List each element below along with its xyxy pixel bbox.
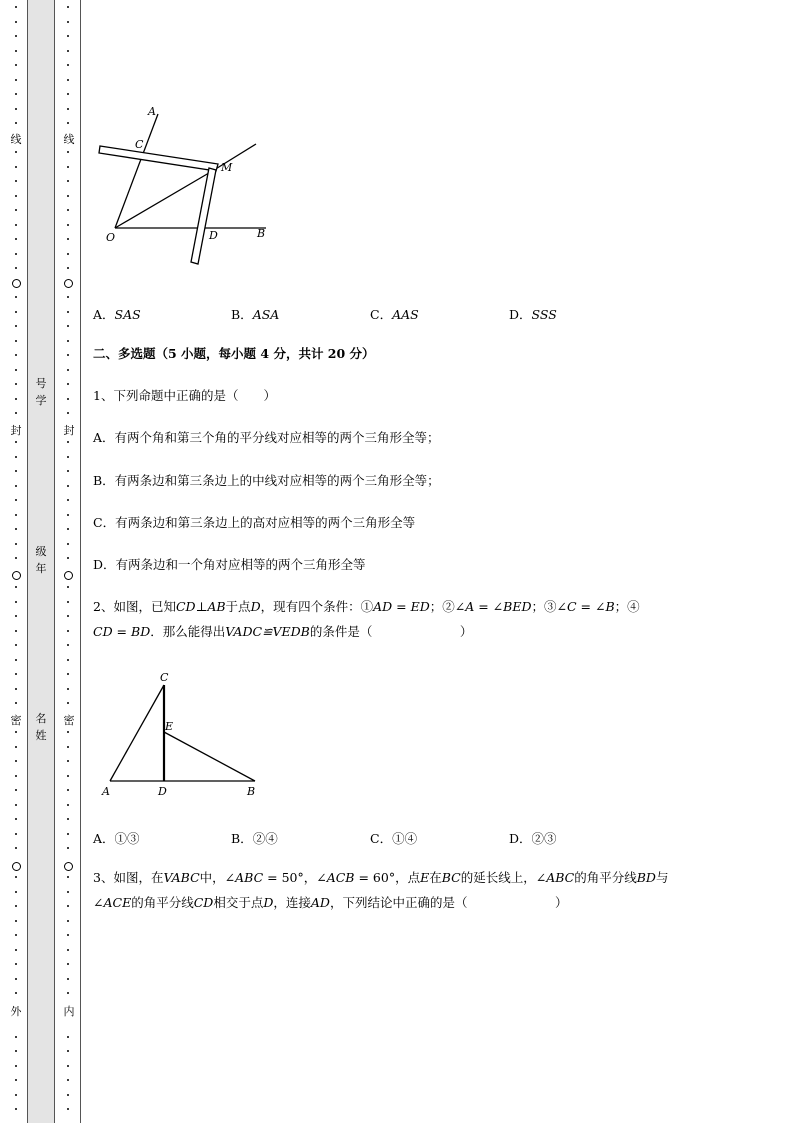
binding-dot [67, 601, 69, 603]
binding-dot [15, 311, 17, 313]
dotted-line-inner [64, 0, 74, 1123]
binding-dot [67, 644, 69, 646]
binding-dot [15, 122, 17, 124]
binding-dot [15, 557, 17, 559]
q1-option-d: D．有两条边和一个角对应相等的两个三角形全等 [93, 557, 366, 572]
binding-dot [67, 166, 69, 168]
binding-dot [67, 920, 69, 922]
binding-dot [67, 470, 69, 472]
binding-dot [15, 108, 17, 110]
binding-dot [67, 93, 69, 95]
binding-dot [67, 833, 69, 835]
binding-dot [67, 122, 69, 124]
q3-line-1: 3、如图，在VABC中，∠ABC = 50°，∠ACB = 60°，点E在BC的延长线上，∠ABC的角平分线BD与 [93, 870, 669, 885]
binding-inner-line [80, 0, 81, 1123]
binding-dot [67, 64, 69, 66]
binding-dot [15, 166, 17, 168]
binding-dot [15, 905, 17, 907]
section-heading: 二、多选题（5 小题，每小题 4 分，共计 20 分） [93, 346, 375, 361]
binding-dot [67, 253, 69, 255]
q1-option-a: A．有两个角和第三个角的平分线对应相等的两个三角形全等； [93, 430, 440, 445]
binding-dot [15, 543, 17, 545]
binding-dot [67, 659, 69, 661]
binding-dot [67, 340, 69, 342]
margin-outer-label-4: 外 [10, 1005, 22, 1018]
figure-angle-bisector [90, 100, 280, 270]
figure-triangles-q2 [98, 668, 268, 803]
prev-option-c: C．AAS [370, 307, 419, 322]
prev-option-d: D．SSS [509, 307, 557, 322]
binding-dot [67, 847, 69, 849]
binding-dot [15, 1036, 17, 1038]
binding-dot [15, 659, 17, 661]
binding-dot [67, 1108, 69, 1110]
binding-circle [12, 279, 21, 288]
binding-dot [15, 325, 17, 327]
q3-line-2: ∠ACE的角平分线CD相交于点D，连接AD，下列结论中正确的是（ ） [93, 895, 568, 910]
binding-dot [67, 311, 69, 313]
binding-dot [15, 644, 17, 646]
binding-dot [15, 485, 17, 487]
binding-dot [67, 891, 69, 893]
binding-circle [12, 862, 21, 871]
binding-dot [15, 383, 17, 385]
binding-dot [67, 1094, 69, 1096]
field-label-name: 名 姓 [35, 712, 47, 742]
binding-dot [15, 1050, 17, 1052]
binding-dot [67, 369, 69, 371]
binding-dot [67, 499, 69, 501]
binding-dot [15, 992, 17, 994]
q2-line-2: CD = BD．那么能得出VADC≌VEDB的条件是（ ） [93, 624, 473, 639]
binding-dot [67, 35, 69, 37]
binding-dot [67, 963, 69, 965]
binding-dot [15, 441, 17, 443]
binding-dot [67, 1079, 69, 1081]
binding-dot [15, 731, 17, 733]
binding-dot [67, 702, 69, 704]
binding-dot [15, 760, 17, 762]
binding-dot [67, 6, 69, 8]
fig1-label-c: C [135, 138, 144, 151]
binding-dot [15, 354, 17, 356]
binding-dot [15, 180, 17, 182]
q2-option-c: C．①④ [370, 831, 418, 846]
margin-outer-label-1: 线 [10, 133, 22, 146]
margin-inner-label-3: 密 [63, 714, 75, 727]
binding-dot [67, 514, 69, 516]
binding-dot [67, 412, 69, 414]
binding-dot [15, 514, 17, 516]
binding-dot [67, 195, 69, 197]
binding-dot [67, 557, 69, 559]
binding-dot [67, 746, 69, 748]
binding-dot [67, 586, 69, 588]
binding-dot [15, 891, 17, 893]
binding-dot [15, 499, 17, 501]
binding-dot [15, 775, 17, 777]
fig1-label-a: A [148, 105, 156, 118]
binding-dot [15, 1094, 17, 1096]
fig1-label-d: D [209, 229, 218, 242]
binding-dot [67, 876, 69, 878]
margin-inner-label-2: 封 [63, 424, 75, 437]
binding-dot [15, 746, 17, 748]
binding-dot [15, 398, 17, 400]
binding-dot [67, 1065, 69, 1067]
binding-dot [67, 441, 69, 443]
binding-circle [64, 862, 73, 871]
binding-dot [15, 1079, 17, 1081]
binding-dot [15, 340, 17, 342]
binding-dot [67, 1050, 69, 1052]
binding-dot [15, 688, 17, 690]
binding-dot [67, 905, 69, 907]
binding-dot [15, 702, 17, 704]
binding-dot [67, 108, 69, 110]
field-label-student-id: 号 学 [35, 377, 47, 407]
binding-dot [67, 485, 69, 487]
binding-dot [67, 209, 69, 211]
binding-dot [67, 151, 69, 153]
fig2-label-e: E [165, 720, 174, 733]
binding-dot [15, 369, 17, 371]
binding-dot [15, 586, 17, 588]
margin-inner-label-4: 内 [63, 1005, 75, 1018]
binding-circle [12, 571, 21, 580]
binding-dot [67, 398, 69, 400]
margin-outer-label-3: 密 [10, 714, 22, 727]
binding-dot [15, 93, 17, 95]
binding-dot [67, 673, 69, 675]
prev-option-a: A．SAS [93, 307, 141, 322]
binding-dot [67, 731, 69, 733]
binding-dot [67, 456, 69, 458]
binding-dot [67, 789, 69, 791]
dotted-line-outer [12, 0, 22, 1123]
binding-dot [67, 543, 69, 545]
binding-dot [15, 601, 17, 603]
binding-dot [15, 528, 17, 530]
binding-dot [15, 789, 17, 791]
binding-dot [67, 630, 69, 632]
binding-dot [67, 383, 69, 385]
fig2-label-a: A [102, 785, 110, 798]
binding-dot [67, 615, 69, 617]
binding-dot [15, 615, 17, 617]
binding-dot [67, 934, 69, 936]
binding-dot [15, 238, 17, 240]
binding-dot [15, 50, 17, 52]
binding-dot [15, 978, 17, 980]
binding-dot [15, 6, 17, 8]
binding-dot [67, 804, 69, 806]
binding-dot [15, 673, 17, 675]
binding-dot [67, 1036, 69, 1038]
binding-dot [15, 920, 17, 922]
binding-dot [15, 949, 17, 951]
binding-dot [15, 963, 17, 965]
binding-dot [15, 21, 17, 23]
binding-dot [67, 818, 69, 820]
binding-dot [15, 1108, 17, 1110]
binding-dot [15, 209, 17, 211]
binding-dot [15, 818, 17, 820]
binding-dot [67, 688, 69, 690]
binding-dot [67, 949, 69, 951]
binding-dot [67, 267, 69, 269]
binding-dot [15, 847, 17, 849]
binding-dot [67, 224, 69, 226]
field-label-grade: 级 年 [35, 545, 47, 575]
binding-dot [15, 79, 17, 81]
binding-dot [67, 325, 69, 327]
binding-dot [15, 630, 17, 632]
binding-dot [67, 296, 69, 298]
fig1-label-o: O [106, 231, 116, 244]
q2-option-b: B．②④ [231, 831, 278, 846]
binding-circle [64, 279, 73, 288]
binding-dot [15, 296, 17, 298]
binding-dot [15, 195, 17, 197]
q2-line-1: 2、如图，已知CD⊥AB于点D，现有四个条件：①AD = ED；②∠A = ∠BED；③∠C = ∠B；④ [93, 599, 640, 614]
binding-dot [15, 151, 17, 153]
fig2-label-d: D [158, 785, 167, 798]
fig2-label-c: C [160, 671, 169, 684]
binding-dot [15, 804, 17, 806]
binding-dot [15, 35, 17, 37]
q2-option-d: D．②③ [509, 831, 557, 846]
q1-option-b: B．有两条边和第三条边上的中线对应相等的两个三角形全等； [93, 473, 440, 488]
binding-dot [15, 412, 17, 414]
binding-dot [15, 833, 17, 835]
binding-dot [67, 978, 69, 980]
binding-dot [67, 528, 69, 530]
margin-inner-label-1: 线 [63, 133, 75, 146]
binding-dot [15, 456, 17, 458]
binding-dot [67, 180, 69, 182]
binding-dot [15, 267, 17, 269]
binding-dot [15, 1065, 17, 1067]
prev-option-b: B．ASA [231, 307, 280, 322]
binding-dot [15, 224, 17, 226]
binding-circle [64, 571, 73, 580]
binding-dot [67, 238, 69, 240]
q1-option-c: C．有两条边和第三条边上的高对应相等的两个三角形全等 [93, 515, 416, 530]
margin-outer-label-2: 封 [10, 424, 22, 437]
binding-dot [67, 760, 69, 762]
fig2-label-b: B [247, 785, 256, 798]
binding-dot [15, 934, 17, 936]
binding-dot [15, 470, 17, 472]
binding-dot [67, 354, 69, 356]
fig1-label-m: M [221, 161, 233, 174]
binding-dot [67, 21, 69, 23]
binding-dot [67, 775, 69, 777]
binding-dot [15, 64, 17, 66]
q1-stem: 1、下列命题中正确的是（ ） [93, 388, 276, 403]
binding-dot [67, 50, 69, 52]
binding-dot [15, 876, 17, 878]
q2-option-a: A．①③ [93, 831, 140, 846]
binding-dot [67, 992, 69, 994]
binding-dot [67, 79, 69, 81]
binding-dot [15, 253, 17, 255]
fig1-label-b: B [257, 227, 266, 240]
